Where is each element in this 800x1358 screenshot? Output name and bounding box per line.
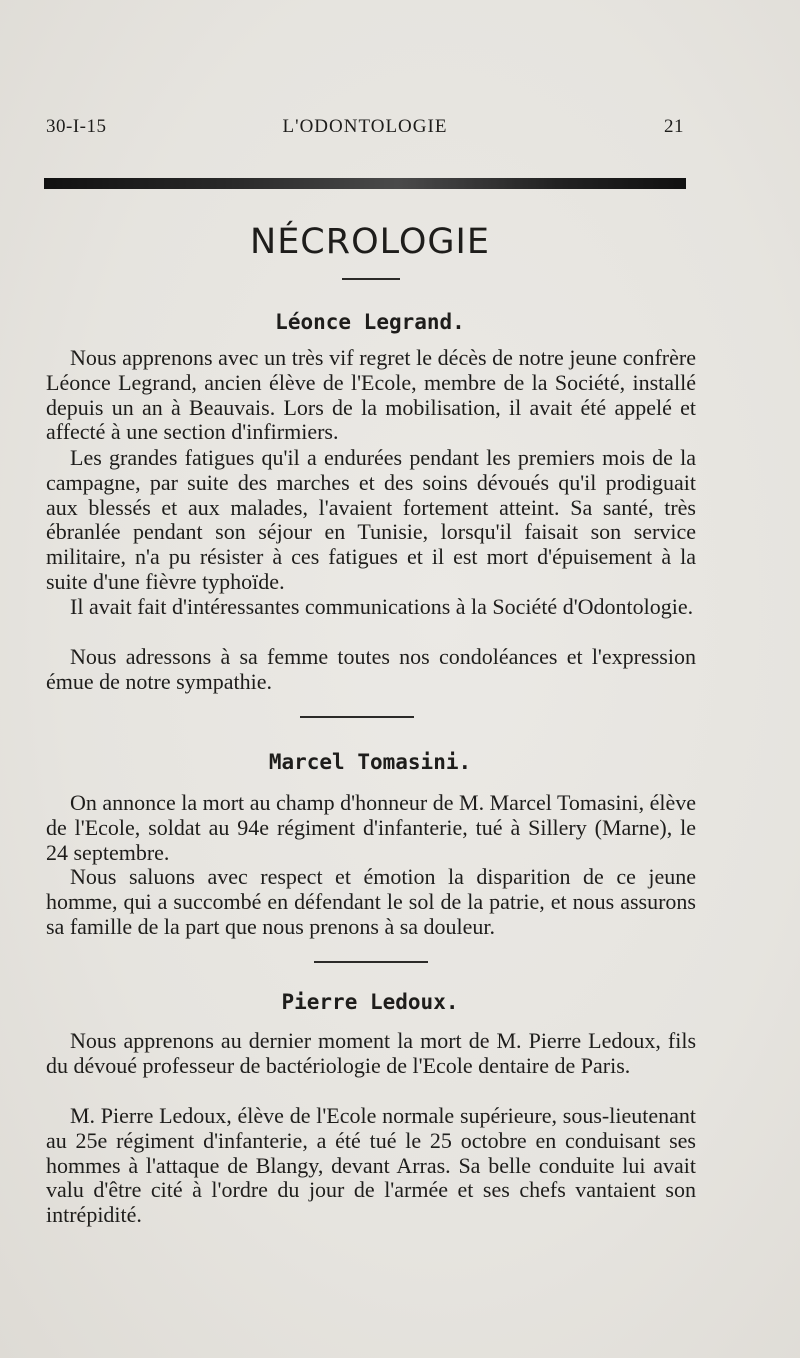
separator-rule xyxy=(314,961,428,963)
obituary-name: Léonce Legrand. xyxy=(275,310,465,334)
running-header xyxy=(46,116,684,144)
obituary-paragraph: Nous adressons à sa femme toutes nos condoléances et l'expression émue de notre sympathie. xyxy=(46,644,696,694)
obituary-paragraph: On annonce la mort au champ d'honneur de M. Marcel Tomasini, élève de l'Ecole, soldat au 94e régiment d'infanterie, tué à Sillery (Marne), le 24 septembre. xyxy=(46,790,696,865)
page-number: 21 xyxy=(664,116,684,137)
obituary-name: Pierre Ledoux. xyxy=(281,990,459,1014)
obituary-paragraph: Il avait fait d'intéressantes communications à la Société d'Odontologie. xyxy=(70,594,694,619)
obituary-paragraph: Nous apprenons avec un très vif regret le décès de notre jeune confrère Léonce Legrand, ancien élève de l'Ecole, membre de la Société, installé depuis un an à Beauvais. Lors de la mobilisation, il avait été appelé et affecté à une section d'infirmiers. xyxy=(46,345,696,445)
obituary-paragraph: Les grandes fatigues qu'il a endurées pendant les premiers mois de la campagne, par suite des marches et des soins dévoués qu'il prodiguait aux blessés et aux malades, l'avaient fortement atteint. Sa santé, très ébranlée pendant son séjour en Tunisie, lorsqu'il faisait son service militaire, n'a pu résister à ces fatigues et il est mort d'épuisement à la suite d'une fièvre typhoïde. xyxy=(46,445,696,594)
obituary-paragraph: Nous saluons avec respect et émotion la disparition de ce jeune homme, qui a succombé en défendant le sol de la patrie, et nous assurons sa famille de la part que nous prenons à sa douleur. xyxy=(46,864,696,939)
journal-name: L'ODONTOLOGIE xyxy=(282,116,448,137)
obituary-name: Marcel Tomasini. xyxy=(268,750,472,774)
section-title: NÉCROLOGIE xyxy=(250,222,490,262)
separator-rule xyxy=(342,278,400,280)
issue-date: 30-I-15 xyxy=(46,116,107,137)
header-rule xyxy=(44,178,686,189)
obituary-paragraph: Nous apprenons au dernier moment la mort de M. Pierre Ledoux, fils du dévoué professeur de bactériologie de l'Ecole dentaire de Paris. xyxy=(46,1028,696,1078)
obituary-paragraph: M. Pierre Ledoux, élève de l'Ecole normale supérieure, sous-lieutenant au 25e régiment d'infanterie, a été tué le 25 octobre en conduisant ses hommes à l'attaque de Blangy, devant Arras. Sa belle conduite lui avait valu d'être cité à l'ordre du jour de l'armée et ses chefs vantaient son intrépidité. xyxy=(46,1103,696,1228)
separator-rule xyxy=(300,716,414,718)
